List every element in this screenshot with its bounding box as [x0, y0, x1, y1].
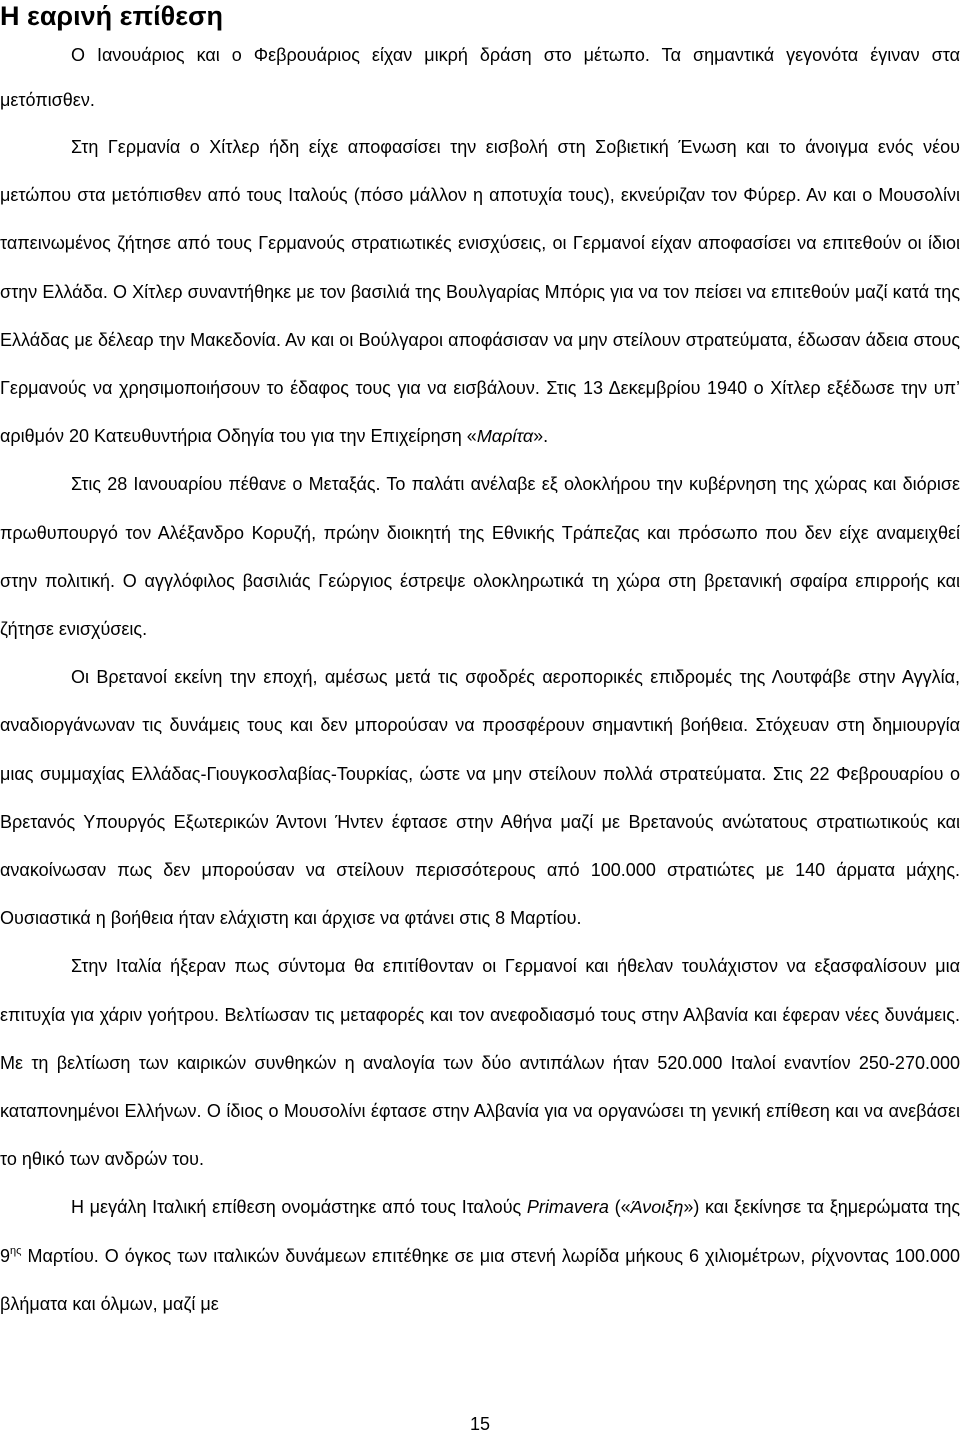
paragraph-1-text: Ο Ιανουάριος και ο Φεβρουάριος είχαν μικρή δράση στο μέτωπο. Τα σημαντικά γεγονότα έγιναν στα μετόπισθεν.: [0, 45, 960, 110]
paragraph-5: [0, 942, 960, 1183]
offensive-name-greek: Άνοιξη: [630, 1197, 684, 1218]
paragraph-6-mid: («: [608, 1197, 631, 1218]
body-text: [0, 33, 960, 1328]
ordinal-suffix: ης: [10, 1244, 22, 1257]
paragraph-6-mid2: ») και ξεκίνησε τα ξημερώματα της 9: [0, 1197, 960, 1266]
paragraph-2-end: ».: [533, 426, 549, 447]
offensive-name-italian: Primavera: [526, 1197, 609, 1218]
paragraph-2: [0, 123, 960, 460]
paragraph-6-text: Η μεγάλη Ιταλική επίθεση ονομάστηκε από τους Ιταλούς: [71, 1197, 527, 1218]
paragraph-4-text: Οι Βρετανοί εκείνη την εποχή, αμέσως μετά τις σφοδρές αεροπορικές επιδρομές της Λουτφάβε στην Αγγλία, αναδιοργάνωναν τις δυνάμεις τους και δεν μπορούσαν να προσφέρουν σημαντική βοήθεια. Στόχευαν στη δημιουργία μιας συμμαχίας Ελλάδας-Γιουγκοσλαβίας-Τουρκίας, ώστε να μην στείλουν πολλά στρατεύματα. Στις 22 Φεβρουαρίου ο Βρετανός Υπουργός Εξωτερικών Άντονι Ήντεν έφτασε στην Αθήνα μαζί με Βρετανούς ανώτατους στρατιωτικούς και ανακοίνωσαν πως δεν μπορούσαν να στείλουν περισσότερους από 100.000 στρατιώτες με 140 άρματα μάχης. Ουσιαστικά η βοήθεια ήταν ελάχιστη και άρχισε να φτάνει στις 8 Μαρτίου.: [0, 667, 960, 929]
section-heading: Η εαρινή επίθεση: [0, 1, 223, 31]
paragraph-4: [0, 653, 960, 942]
paragraph-5-text: Στην Ιταλία ήξεραν πως σύντομα θα επιτίθονταν οι Γερμανοί και ήθελαν τουλάχιστον να εξασφαλίσουν μια επιτυχία για χάριν γοήτρου. Βελτίωσαν τις μεταφορές και τον ανεφοδιασμό τους στην Αλβανία και έφεραν νέες δυνάμεις. Με τη βελτίωση των καιρικών συνθηκών η αναλογία των δύο αντιπάλων ήταν 520.000 Ιταλοί εναντίον 250-270.000 καταπονημένοι Ελλήνων. Ο ίδιος ο Μουσολίνι έφτασε στην Αλβανία για να οργανώσει τη γενική επίθεση και να ανεβάσει το ηθικό των ανδρών του.: [0, 956, 960, 1170]
page-number: 15: [469, 1414, 491, 1434]
paragraph-3: [0, 460, 960, 653]
paragraph-2-text: Στη Γερμανία ο Χίτλερ ήδη είχε αποφασίσει την εισβολή στη Σοβιετική Ένωση και το άνοιγμα ενός νέου μετώπου στα μετόπισθεν από τους Ιταλούς (πόσο μάλλον η αποτυχία τους), εκνεύριζαν τον Φύρερ. Αν και ο Μουσολίνι ταπεινωμένος ζήτησε από τους Γερμανούς στρατιωτικές ενισχύσεις, οι Γερμανοί είχαν αποφασίσει να επιτεθούν οι ίδιοι στην Ελλάδα. Ο Χίτλερ συναντήθηκε με τον βασιλιά της Βουλγαρίας Μπόρις για να τον πείσει να επιτεθούν μαζί κατά της Ελλάδας με δέλεαρ την Μακεδονία. Αν και οι Βούλγαροι αποφάσισαν να μην στείλουν στρατεύματα, έδωσαν άδεια στους Γερμανούς να χρησιμοποιήσουν το έδαφος τους για να εισβάλουν. Στις 13 Δεκεμβρίου 1940 ο Χίτλερ εξέδωσε την υπ’ αριθμόν 20 Κατευθυντήρια Οδηγία του για την Επιχείρηση «: [0, 137, 960, 447]
paragraph-6: [0, 1183, 960, 1328]
paragraph-1: [0, 33, 960, 123]
operation-name: Μαρίτα: [476, 426, 534, 447]
paragraph-3-text: Στις 28 Ιανουαρίου πέθανε ο Μεταξάς. Το παλάτι ανέλαβε εξ ολοκλήρου την κυβέρνηση της χώρας και διόρισε πρωθυπουργό τον Αλέξανδρο Κορυζή, πρώην διοικητή της Εθνικής Τράπεζας και πρόσωπο που δεν είχε αναμειχθεί στην πολιτική. Ο αγγλόφιλος βασιλιάς Γεώργιος έστρεψε ολοκληρωτικά τη χώρα στη βρετανική σφαίρα επιρροής και ζήτησε ενισχύσεις.: [0, 474, 960, 640]
paragraph-6-end: Μαρτίου. Ο όγκος των ιταλικών δυνάμεων επιτέθηκε σε μια στενή λωρίδα μήκους 6 χιλιομέτρων, ρίχνοντας 100.000 βλήματα και όλμων, μαζί με: [0, 1245, 960, 1314]
